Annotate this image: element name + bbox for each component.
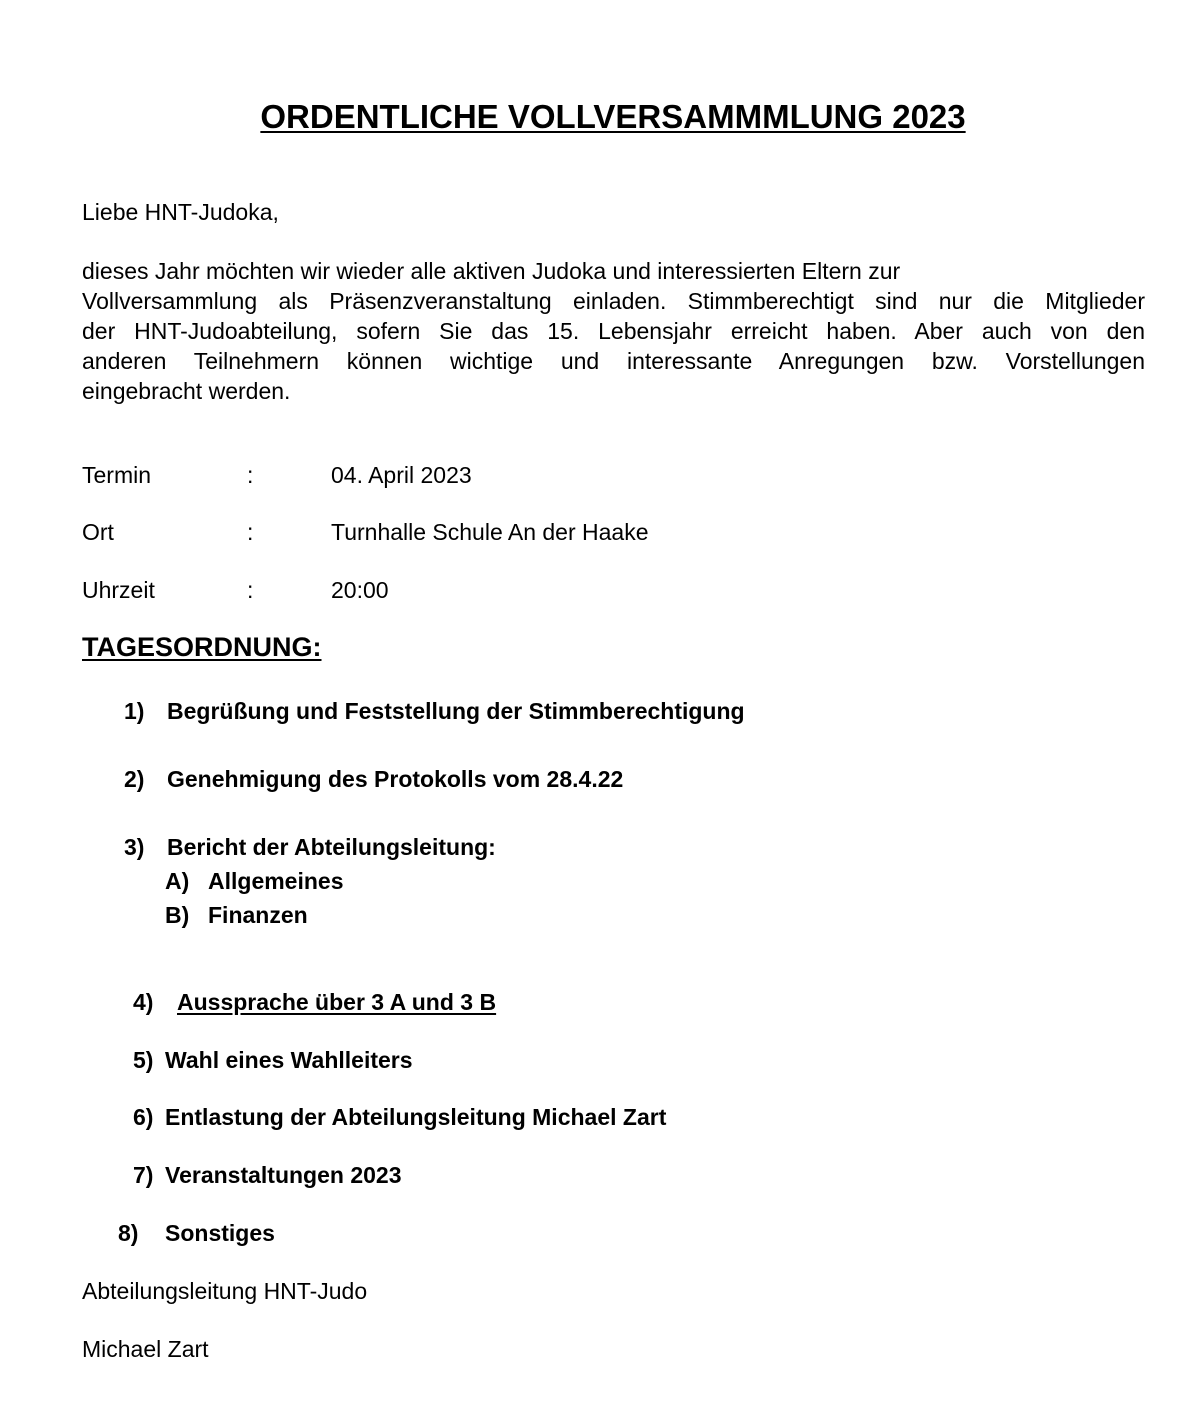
agenda-item-text: Entlastung der Abteilungsleitung Michael Zart <box>165 1104 667 1130</box>
agenda-item-text: Aussprache über 3 A und 3 B <box>177 989 497 1015</box>
agenda-item-text: Bericht der Abteilungsleitung: <box>167 834 496 860</box>
greeting: Liebe HNT-Judoka, <box>82 199 279 225</box>
agenda-subitem-letter: B) <box>165 902 190 928</box>
agenda-subitem-letter: A) <box>165 868 190 894</box>
intro-line: anderen Teilnehmern können wichtige und interessante Anregungen bzw. Vorstellungen <box>82 348 1145 374</box>
agenda-subitem-text: Finanzen <box>208 902 308 928</box>
info-label-uhrzeit: Uhrzeit <box>82 577 155 603</box>
document-title: ORDENTLICHE VOLLVERSAMMMLUNG 2023 <box>260 98 966 135</box>
agenda-subitem-text: Allgemeines <box>208 868 344 894</box>
agenda-item-number: 6) <box>133 1104 154 1130</box>
agenda-heading: TAGESORDNUNG: <box>82 632 322 662</box>
agenda-item-number: 3) <box>124 834 145 860</box>
agenda-item-text: Veranstaltungen 2023 <box>165 1162 402 1188</box>
agenda-item-text: Begrüßung und Feststellung der Stimmberechtigung <box>167 698 745 724</box>
info-colon: : <box>247 519 254 545</box>
intro-line: der HNT-Judoabteilung, sofern Sie das 15. Lebensjahr erreicht haben. Aber auch von den <box>82 318 1145 344</box>
info-colon: : <box>247 577 254 603</box>
agenda-item-text: Sonstiges <box>165 1220 275 1246</box>
info-value-uhrzeit: 20:00 <box>331 577 389 603</box>
agenda-item-text: Genehmigung des Protokolls vom 28.4.22 <box>167 766 624 792</box>
agenda-item-number: 1) <box>124 698 145 724</box>
info-label-termin: Termin <box>82 462 152 488</box>
agenda-item-text: Wahl eines Wahlleiters <box>165 1047 413 1073</box>
agenda-item-number: 7) <box>133 1162 154 1188</box>
agenda-item-number: 5) <box>133 1047 154 1073</box>
intro-line: dieses Jahr möchten wir wieder alle aktiven Judoka und interessierten Eltern zur <box>82 258 901 284</box>
closing-department: Abteilungsleitung HNT-Judo <box>82 1278 368 1304</box>
agenda-item-number: 8) <box>118 1220 139 1246</box>
info-colon: : <box>247 462 254 488</box>
intro-line: Vollversammlung als Präsenzveranstaltung einladen. Stimmberechtigt sind nur die Mitglieder <box>82 288 1145 314</box>
agenda-item-number: 4) <box>133 989 154 1015</box>
info-value-termin: 04. April 2023 <box>331 462 472 488</box>
agenda-item-number: 2) <box>124 766 145 792</box>
info-value-ort: Turnhalle Schule An der Haake <box>331 519 649 545</box>
closing-name: Michael Zart <box>82 1336 209 1362</box>
intro-line: eingebracht werden. <box>82 378 291 404</box>
intro-paragraph <box>82 256 1145 406</box>
info-label-ort: Ort <box>82 519 114 545</box>
